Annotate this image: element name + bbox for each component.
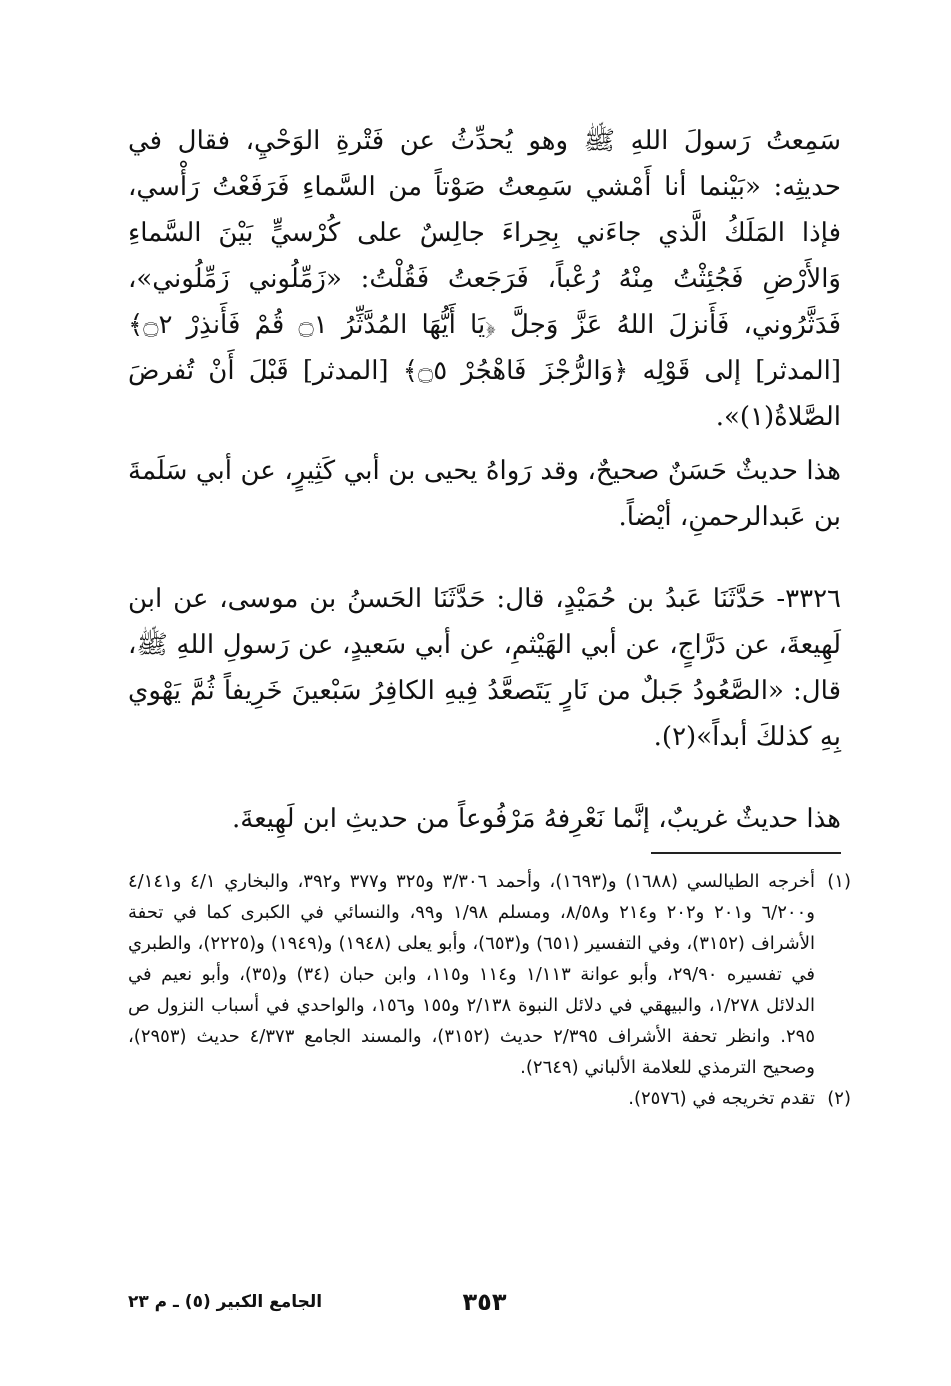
footnotes-section: [128, 866, 851, 1114]
footnote-number: (١): [827, 871, 851, 892]
paragraph-text: سَمِعتُ رَسولَ اللهِ ﷺ وهو يُحدِّثُ عن فَتْرةِ الوَحْيِ، فقال في حديثِه: «بَيْنما أنا أَمْشي سَمِعتُ صَوْتاً من السَّماءِ فَرَفَعْتُ رَأْسي، فإذا المَلَكُ الَّذي جاءَني بِحِراءَ جالِسٌ على كُرْسيٍّ بَيْنَ السَّماءِ وَالأَرْضِ فَجُئِثْتُ مِنْهُ رُعْباً، فَرَجَعتُ فَقُلْتُ: «زَمِّلُوني زَمِّلُوني»، فَدَثَّرُوني، فَأَنزلَ اللهُ عَزَّ وَجلَّ ﴿يَا أَيُّهَا المُدَّثِّرُ ۝١ قُمْ فَأَنذِرْ ۝٢﴾ [المدثر] إلى قَوْلِه ﴿وَالرُّجْزَ فَاهْجُرْ ۝٥﴾ [المدثر] قَبْلَ أَنْ تُفرضَ الصَّلاةُ(١)».: [128, 126, 841, 432]
page-footer: [128, 1288, 841, 1318]
footnote-2: [128, 1083, 851, 1114]
paragraph-text: هذا حديثٌ حَسَنٌ صحيحٌ، وقد رَواهُ يحيى بن أبي كَثِيرٍ، عن أبي سَلَمةَ بن عَبدالرحمنِ، أيْضاً.: [128, 456, 841, 532]
printer-signature: الجامع الكبير (٥) ـ م ٢٣: [128, 1292, 323, 1312]
footnote-1: [128, 866, 851, 1083]
footnote-number: (٢): [827, 1088, 851, 1109]
footnote-separator: [651, 852, 841, 854]
paragraph-text: ٣٣٢٦- حَدَّثَنَا عَبدُ بن حُمَيْدٍ، قال: حَدَّثَنَا الحَسنُ بن موسى، عن ابن لَهِيعةَ، عن دَرَّاجٍ، عن أبي الهَيْثمِ، عن أبي سَعيدٍ، عن رَسولِ اللهِ ﷺ، قال: «الصَّعُودُ جَبلٌ من نَارٍ يَتَصعَّدُ فِيهِ الكافِرُ سَبْعينَ خَرِيفاً ثُمَّ يَهْوي بِهِ كذلكَ أبداً»(٢).: [128, 584, 841, 752]
footnote-text: أخرجه الطيالسي (١٦٨٨) و(١٦٩٣)، وأحمد ٣/٣٠٦ و٣٢٥ و٣٧٧ و٣٩٢، والبخاري ٤/١ و٤/١٤١ و٦/٢٠٠ و٢٠١ و٢٠٢ و٢١٤ و٨/٥٨، ومسلم ١/٩٨ و٩٩، والنسائي في الكبرى كما في تحفة الأشراف (٣١٥٢)، وفي التفسير (٦٥١) و(٦٥٣)، وأبو يعلى (١٩٤٨) و(١٩٤٩) و(٢٢٢٥)، والطبري في تفسيره ٢٩/٩٠، وأبو عوانة ١/١١٣ و١١٤ و١١٥، وابن حبان (٣٤) و(٣٥)، وأبو نعيم في الدلائل ١/٢٧٨، والبيهقي في دلائل النبوة ٢/١٣٨ و١٥٥ و١٥٦، والواحدي في أسباب النزول ص ٢٩٥. وانظر تحفة الأشراف ٢/٣٩٥ حديث (٣١٥٢)، والمسند الجامع ٤/٣٧٣ حديث (٢٩٥٣)، وصحيح الترمذي للعلامة الألباني (٢٦٤٩).: [128, 871, 816, 1078]
commentary-paragraph-2: [128, 796, 841, 842]
hadith-paragraph-1: [128, 118, 841, 440]
paragraph-text: هذا حديثٌ غريبٌ، إنَّما نَعْرِفهُ مَرْفُوعاً من حديثِ ابن لَهِيعةَ.: [232, 804, 841, 834]
footnote-text: تقدم تخريجه في (٢٥٧٦).: [628, 1088, 815, 1109]
page-number: ٣٥٣: [462, 1288, 507, 1316]
commentary-paragraph-1: [128, 448, 841, 540]
hadith-paragraph-3326: [128, 576, 841, 760]
